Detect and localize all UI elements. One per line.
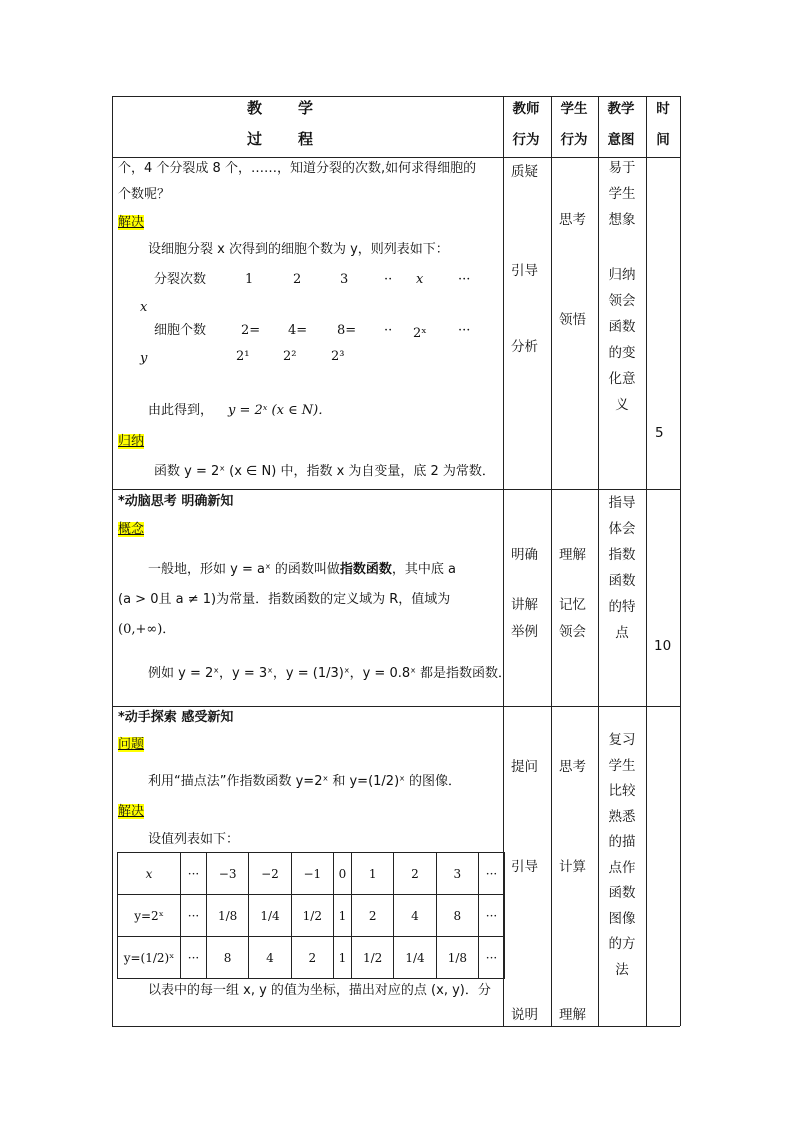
s2-teacher-action: 明确 [511, 547, 538, 563]
table-cell: 1 [333, 895, 351, 937]
table-cell: 4 [249, 937, 291, 979]
s2-student-action: 领会 [559, 624, 586, 640]
s1-row1-value: x [416, 272, 424, 287]
table-cell: 1/2 [291, 895, 333, 937]
s2-student-action: 记忆 [559, 597, 586, 613]
s2-teacher-action: 讲解 [511, 597, 538, 613]
table-row [118, 937, 505, 979]
s1-row1-value: 3 [340, 272, 349, 287]
s1-row1-value: 2 [293, 272, 302, 287]
s1-tag-summary: 归纳 [118, 434, 145, 449]
table-cell: ··· [181, 853, 207, 895]
s2-def-line2: (a > 0且 a ≠ 1)为常量．指数函数的定义域为 R，值域为 [118, 592, 451, 607]
s1-intent-b: 归纳 领会 函数 的变 化意 义 [608, 267, 636, 413]
s1-teacher-action: 分析 [511, 339, 538, 355]
column-divider [551, 96, 552, 1026]
s1-row2-value: 2ˣ [413, 326, 427, 341]
s2-def-line1: 一般地，形如 y = aˣ 的函数叫做指数函数，其中底 a [148, 562, 456, 577]
table-cell: 8 [206, 937, 248, 979]
table-cell: 8 [436, 895, 478, 937]
s1-summary: 函数 y = 2ˣ (x ∈ N) 中，指数 x 为自变量，底 2 为常数． [154, 464, 495, 479]
row-divider [112, 489, 680, 490]
table-cell: ··· [479, 853, 505, 895]
table-cell: ··· [181, 895, 207, 937]
table-cell: 2 [394, 853, 436, 895]
s1-row2-value: 4= [288, 323, 308, 338]
table-cell: 4 [394, 895, 436, 937]
table-cell: ··· [181, 937, 207, 979]
s1-line1: 个，4 个分裂成 8 个，……，知道分裂的次数,如何求得细胞的 [118, 161, 477, 176]
s2-time: 10 [654, 638, 672, 654]
s1-time: 5 [655, 425, 664, 441]
s1-row2-power: 2³ [331, 349, 345, 364]
table-row [118, 895, 505, 937]
s1-row2-value: ·· [384, 323, 393, 338]
column-divider [598, 96, 599, 1026]
s1-row1-label: 分裂次数 [154, 272, 207, 287]
table-cell: 2 [291, 937, 333, 979]
header-col1-line1: 教 学 [247, 99, 316, 117]
s3-question: 利用“描点法”作指数函数 y=2ˣ 和 y=(1/2)ˣ 的图像． [148, 774, 462, 789]
s1-setup: 设细胞分裂 x 次得到的细胞个数为 y，则列表如下： [148, 242, 449, 257]
s1-row1-value: ·· [384, 272, 393, 287]
table-border-left [112, 96, 113, 1026]
header-teacher: 教师行为 [512, 101, 540, 148]
s3-student-action: 理解 [559, 1007, 586, 1023]
s1-line2: 个数呢？ [118, 187, 171, 202]
s2-tag-concept: 概念 [118, 522, 145, 537]
s1-row2-value: 2= [241, 323, 261, 338]
s3-student-action: 思考 [559, 759, 586, 775]
table-cell: ··· [479, 937, 505, 979]
table-cell: ··· [479, 895, 505, 937]
row-divider [112, 157, 680, 158]
s1-student-action: 领悟 [559, 312, 586, 328]
table-cell: 1/2 [351, 937, 393, 979]
s1-teacher-action: 引导 [511, 263, 538, 279]
table-cell: 1/4 [394, 937, 436, 979]
s2-example: 例如 y = 2ˣ，y = 3ˣ，y = (1/3)ˣ，y = 0.8ˣ 都是指数函数． [148, 666, 512, 681]
table-row [118, 853, 505, 895]
header-time: 时间 [656, 101, 670, 148]
table-cell: 1/4 [249, 895, 291, 937]
s3-student-action: 计算 [559, 859, 586, 875]
s1-tag-solve: 解决 [118, 215, 145, 230]
s1-row1-var: x [140, 300, 148, 315]
s1-intent-a: 易于 学生 想象 [608, 160, 636, 228]
s3-teacher-action: 提问 [511, 759, 538, 775]
table-cell: 3 [436, 853, 478, 895]
s3-setup: 设值列表如下： [148, 832, 240, 847]
s1-student-action: 思考 [559, 212, 586, 228]
s3-last-line: 以表中的每一组 x, y 的值为坐标，描出对应的点 (x, y)．分 [148, 983, 491, 998]
table-cell: 1 [333, 937, 351, 979]
s2-intent: 指导 体会 指数 函数 的特 点 [608, 495, 636, 641]
value-table [117, 852, 505, 979]
table-cell: x [118, 853, 181, 895]
s3-tag-solve: 解决 [118, 804, 145, 819]
s1-row2-value: 8= [337, 323, 357, 338]
s3-teacher-action: 说明 [511, 1007, 538, 1023]
row-divider [112, 706, 680, 707]
s1-row1-value: ··· [458, 272, 471, 287]
s1-derive-formula: y = 2ˣ (x ∈ N)． [228, 403, 332, 418]
s3-teacher-action: 引导 [511, 859, 538, 875]
table-border-right [680, 96, 681, 1026]
header-intent: 教学意图 [607, 101, 635, 148]
s3-tag-question: 问题 [118, 737, 145, 752]
column-divider [646, 96, 647, 1026]
s1-derive-text: 由此得到， [148, 403, 214, 418]
table-border-top [112, 96, 680, 97]
table-cell: 1/8 [436, 937, 478, 979]
s1-teacher-action: 质疑 [511, 164, 538, 180]
header-col1-line2: 过 程 [247, 130, 316, 148]
s1-row1-value: 1 [245, 272, 254, 287]
table-cell: −2 [249, 853, 291, 895]
s3-title: *动手探索 感受新知 [118, 710, 234, 725]
table-cell: 2 [351, 895, 393, 937]
s2-title: *动脑思考 明确新知 [118, 494, 234, 509]
s3-intent: 复习 学生 比较 熟悉 的描 点作 函数 图像 的方 法 [608, 732, 636, 978]
s2-student-action: 理解 [559, 547, 586, 563]
table-cell: y=(1/2)ˣ [118, 937, 181, 979]
s1-row2-var: y [140, 351, 148, 366]
table-border-bottom [112, 1026, 680, 1027]
s1-row2-value: ··· [458, 323, 471, 338]
table-cell: −3 [206, 853, 248, 895]
s1-row2-label: 细胞个数 [154, 323, 207, 338]
table-cell: y=2ˣ [118, 895, 181, 937]
s1-row2-power: 2² [283, 349, 297, 364]
s1-row2-power: 2¹ [236, 349, 250, 364]
table-cell: 0 [333, 853, 351, 895]
table-cell: 1 [351, 853, 393, 895]
s2-teacher-action: 举例 [511, 624, 538, 640]
s2-def-line3: (0,+∞)． [118, 622, 176, 637]
header-student: 学生行为 [560, 101, 588, 148]
table-cell: −1 [291, 853, 333, 895]
table-cell: 1/8 [206, 895, 248, 937]
